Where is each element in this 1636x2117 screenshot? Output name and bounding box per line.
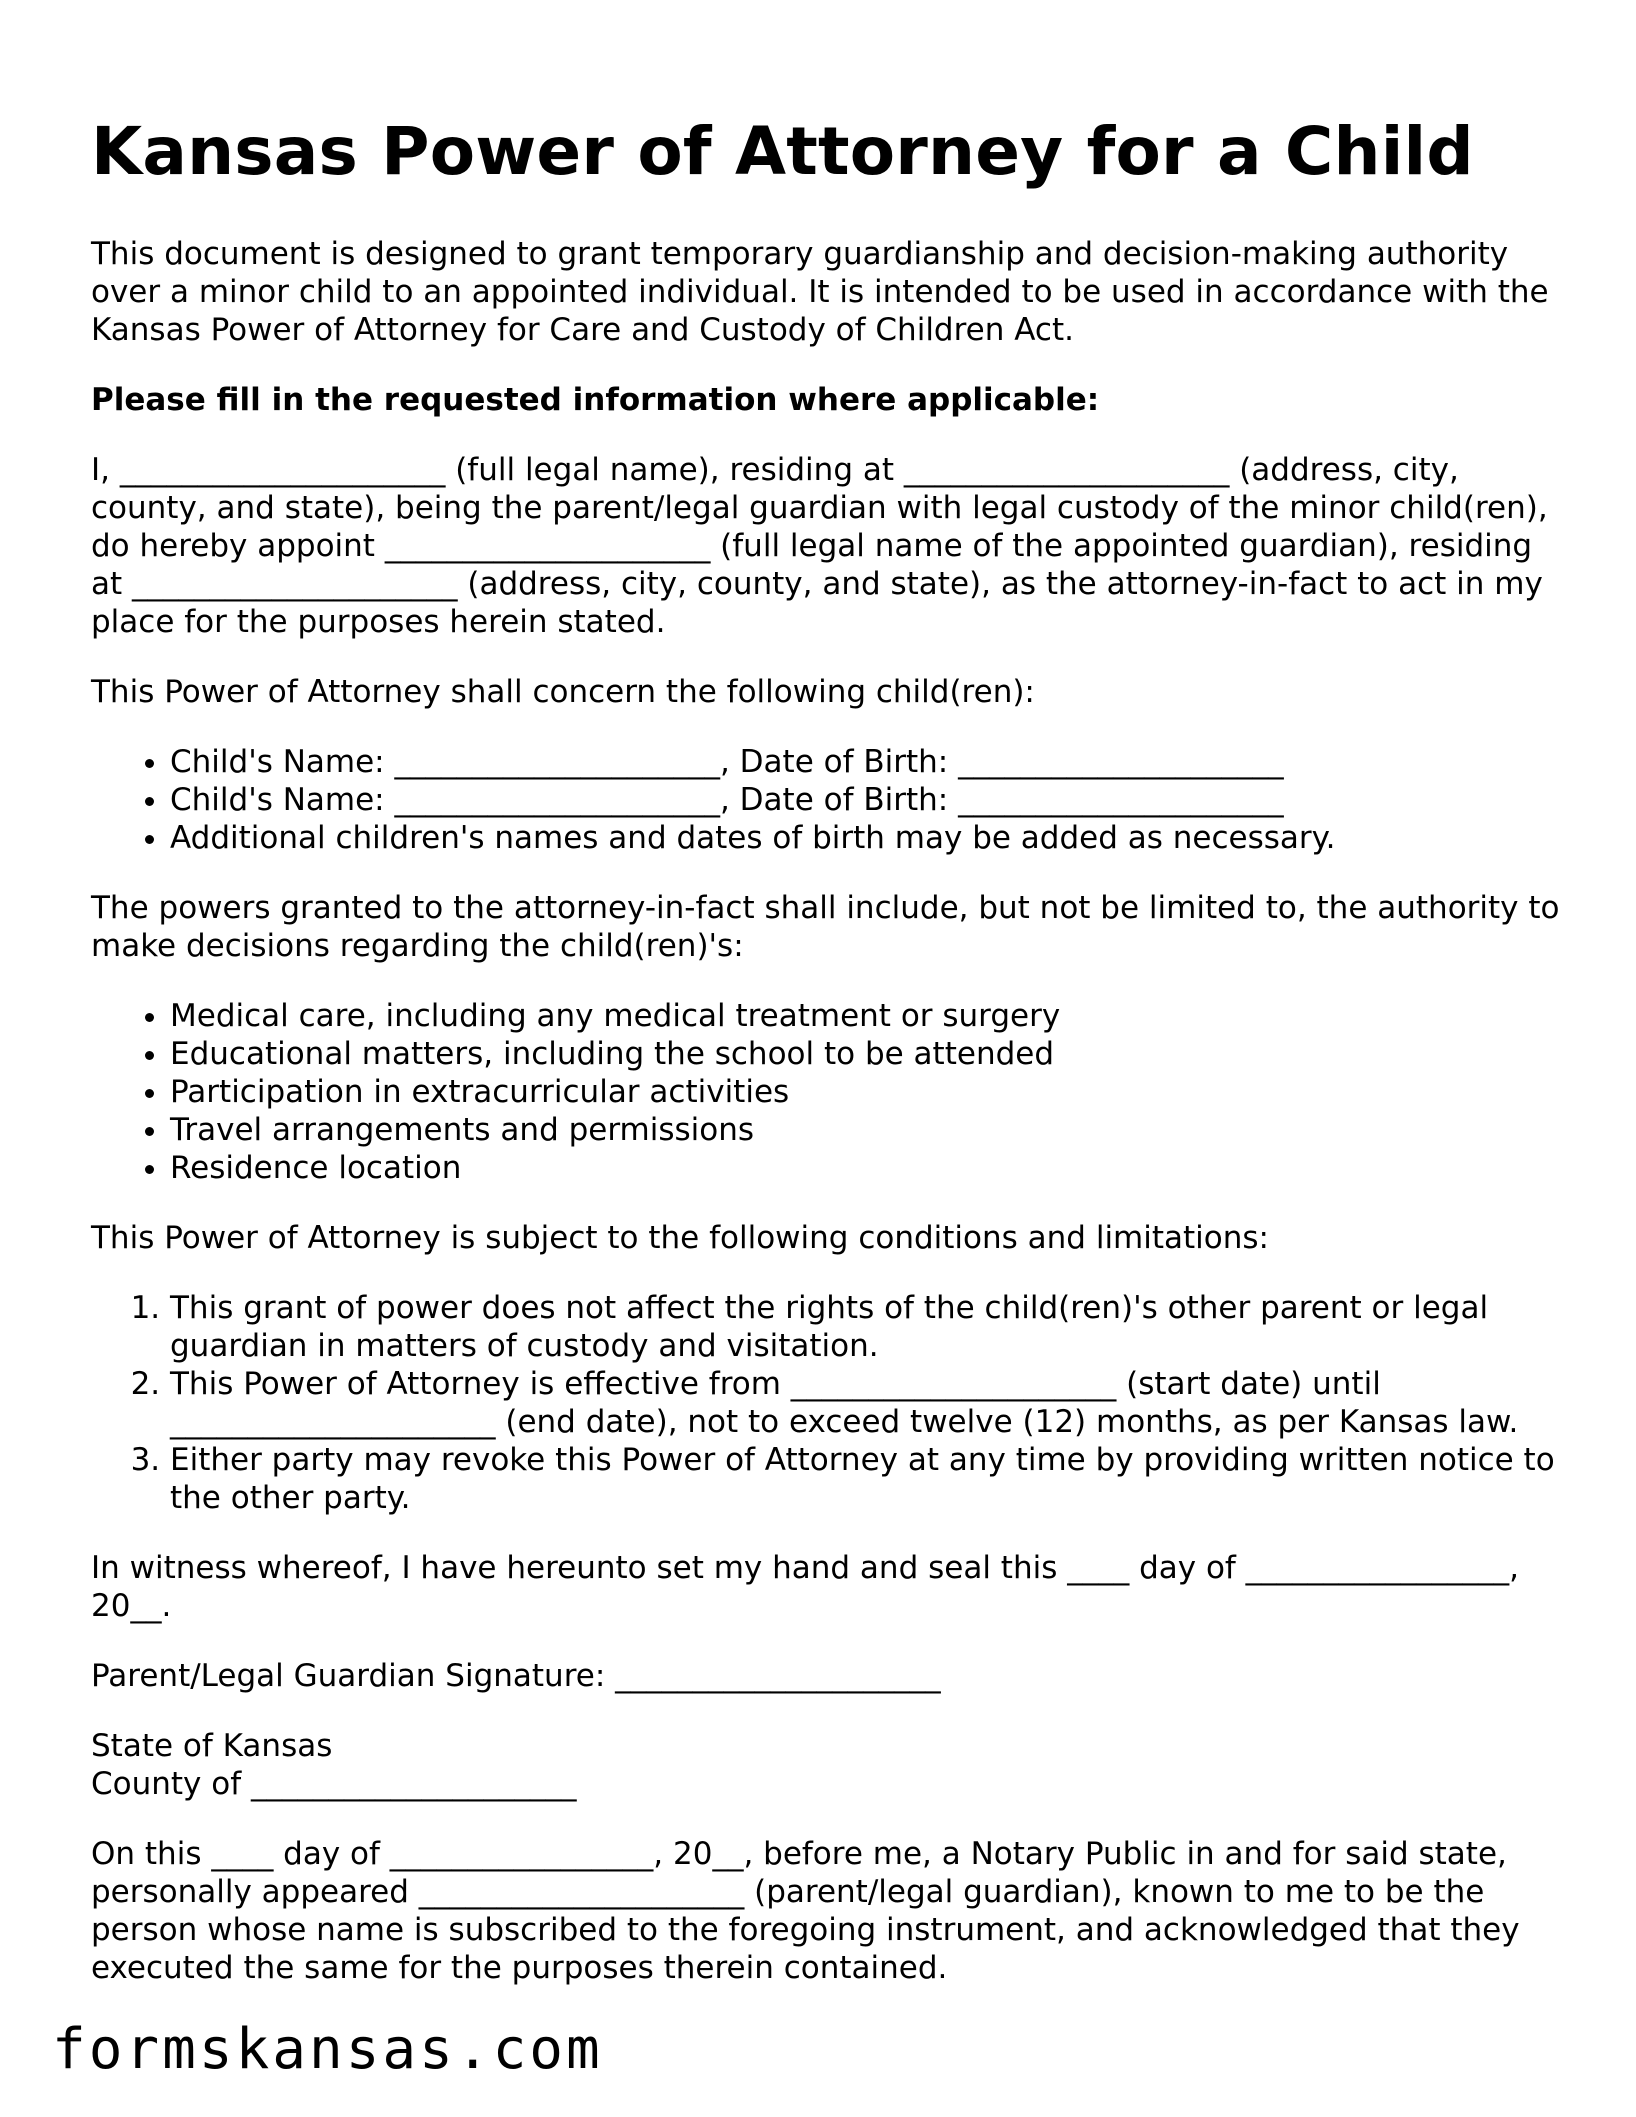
children-list-item: • Additional children's names and dates of birth may be added as necessary. [170, 819, 1561, 857]
conditions-list-item: 1. This grant of power does not affect the rights of the child(ren)'s other parent or legal guardian in matters of custody and visitation. [170, 1289, 1561, 1365]
conditions-intro: This Power of Attorney is subject to the following conditions and limitations: [91, 1220, 1269, 1257]
instruction-heading: Please fill in the requested information where applicable: [91, 382, 1100, 419]
powers-list-item: • Educational matters, including the school to be attended [170, 1035, 1561, 1073]
witness-paragraph: In witness whereof, I have hereunto set my hand and seal this ____ day of _________________, 20__. [91, 1550, 1520, 1625]
children-intro: This Power of Attorney shall concern the following child(ren): [91, 674, 1035, 711]
intro-paragraph: This document is designed to grant temporary guardianship and decision-making authority over a minor child to an appointed individual. It is intended to be used in accordance with the Kansas Power of Attorney for Care and Custody of Children Act. [91, 236, 1549, 349]
notary-venue [91, 1727, 1561, 1803]
state-line: State of Kansas [91, 1728, 333, 1765]
watermark-logo: formskansas.com [52, 2017, 603, 2082]
notary-paragraph: On this ____ day of _________________, 20__, before me, a Notary Public in and for said state, personally appeared _____________________ (parent/legal guardian), known to me to be the person whose name is subscribed to the foregoing instrument, and acknowledged that they executed the same for the purposes therein contained. [91, 1836, 1520, 1987]
powers-list-item: • Travel arrangements and permissions [170, 1111, 1561, 1149]
conditions-list-item: 2. This Power of Attorney is effective from _____________________ (start date) until _____________________ (end date), not to exceed twelve (12) months, as per Kansas law. [170, 1365, 1561, 1441]
conditions-list [91, 1289, 1561, 1517]
powers-list-item: • Residence location [170, 1149, 1561, 1187]
children-list-item: • Child's Name: _____________________, Date of Birth: _____________________ [170, 781, 1561, 819]
signature-line: Parent/Legal Guardian Signature: _____________________ [91, 1658, 941, 1695]
powers-intro: The powers granted to the attorney-in-fact shall include, but not be limited to, the authority to make decisions regarding the child(ren)'s: [91, 890, 1560, 965]
document-page [91, 112, 1561, 2019]
appointment-paragraph: I, _____________________ (full legal name), residing at _____________________ (address, city, county, and state), being the parent/legal guardian with legal custody of the minor child(ren), do hereby appoint _____________________ (full legal name of the appointed guardian), residing at _____________________ (address, city, county, and state), as the attorney-in-fact to act in my place for the purposes herein stated. [91, 452, 1548, 641]
powers-list [91, 997, 1561, 1187]
children-list [91, 743, 1561, 857]
county-line: County of _____________________ [91, 1766, 577, 1803]
conditions-list-item: 3. Either party may revoke this Power of Attorney at any time by providing written notice to the other party. [170, 1441, 1561, 1517]
powers-list-item: • Medical care, including any medical treatment or surgery [170, 997, 1561, 1035]
document-title: Kansas Power of Attorney for a Child [91, 113, 1474, 190]
children-list-item: • Child's Name: _____________________, Date of Birth: _____________________ [170, 743, 1561, 781]
powers-list-item: • Participation in extracurricular activities [170, 1073, 1561, 1111]
